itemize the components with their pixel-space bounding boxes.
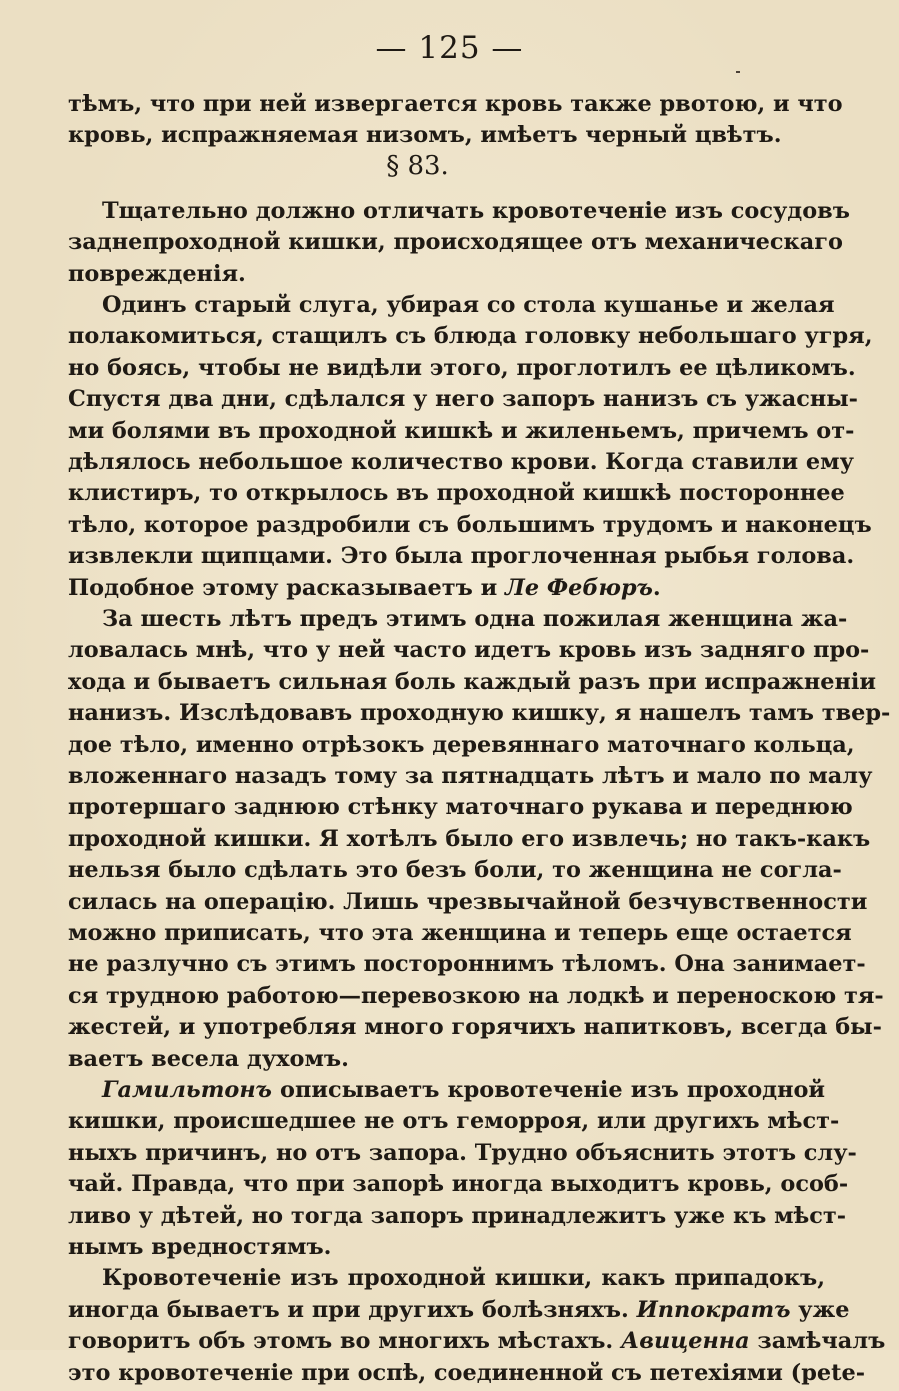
text-span: .	[652, 575, 661, 601]
text-line: нельзя было сдѣлать это безъ боли, то женщина не согла-	[68, 857, 842, 883]
text-span: уже	[790, 1297, 850, 1323]
text-line: но боясь, чтобы не видѣли этого, проглотилъ ее цѣликомъ.	[68, 355, 856, 381]
text-line: ми болями въ проходной кишкѣ и жиленьемъ, причемъ от-	[68, 418, 855, 444]
text-line: дое тѣло, именно отрѣзокъ деревяннаго маточнаго кольца,	[68, 732, 855, 758]
text-line: Спустя два дни, сдѣлался у него запоръ нанизъ съ ужасны-	[68, 386, 858, 412]
text-line: ныхъ причинъ, но отъ запора. Трудно объяснить этотъ слу-	[68, 1140, 857, 1166]
author-name: Авиценна	[621, 1328, 750, 1354]
text-line: поврежденія.	[68, 261, 246, 287]
text-span: говоритъ объ этомъ во многихъ мѣстахъ.	[68, 1328, 621, 1354]
text-line: силась на операцію. Лишь чрезвычайной безчувственности	[68, 889, 868, 915]
text-line: Одинъ старый слуга, убирая со стола кушанье и желая	[102, 292, 835, 318]
text-span: иногда бываетъ и при другихъ болѣзняхъ.	[68, 1297, 637, 1323]
text-line: ловалась мнѣ, что у ней часто идетъ кровь изъ задняго про-	[68, 637, 870, 663]
text-line: заднепроходной кишки, происходящее отъ механическаго	[68, 229, 843, 255]
text-span: Подобное этому расказываетъ и	[68, 575, 506, 601]
author-name: Иппократъ	[636, 1297, 791, 1323]
author-name: Гамильтонъ	[102, 1077, 272, 1103]
author-name: Ле Фебюръ	[505, 575, 653, 601]
text-line: ся трудною работою—перевозкою на лодкѣ и переноскою тя-	[68, 983, 884, 1009]
text-line: тѣмъ, что при ней извергается кровь также рвотою, и что	[68, 91, 843, 117]
text-line: ливо у дѣтей, но тогда запоръ принадлежитъ уже къ мѣст-	[68, 1203, 847, 1229]
text-line: Тщательно должно отличать кровотеченіе изъ сосудовъ	[102, 198, 850, 224]
text-line	[102, 1260, 825, 1296]
text-line: тѣло, которое раздробили съ большимъ трудомъ и наконецъ	[68, 512, 872, 538]
print-mark	[736, 71, 740, 73]
text-line: За шесть лѣтъ предъ этимъ одна пожилая женщина жа-	[102, 606, 848, 632]
text-span: описываетъ кровотеченіе изъ проходной	[271, 1077, 825, 1103]
text-line: проходной кишки. Я хотѣлъ было его извлечь; но такъ-какъ	[68, 826, 871, 852]
text-line	[68, 1323, 886, 1359]
section-heading: § 83.	[386, 151, 449, 181]
text-line: кишки, происшедшее не отъ геморроя, или другихъ мѣст-	[68, 1108, 840, 1134]
text-line: кровь, испражняемая низомъ, имѣетъ черный цвѣтъ.	[68, 122, 782, 148]
text-line: можно приписать, что эта женщина и теперь еще остается	[68, 920, 852, 946]
text-line: жестей, и употребляя много горячихъ напитковъ, всегда бы-	[68, 1014, 882, 1040]
text-span: замѣчалъ	[749, 1328, 886, 1354]
text-line: полакомиться, стащилъ съ блюда головку небольшаго угря,	[68, 323, 873, 349]
text-line: извлекли щипцами. Это была проглоченная рыбья голова.	[68, 543, 855, 569]
page-number: — 125 —	[375, 30, 524, 66]
text-span: Кровотеченіе изъ проходной кишки, какъ припадокъ,	[102, 1265, 825, 1291]
text-line: вложеннаго назадъ тому за пятнадцать лѣтъ и мало по малу	[68, 763, 873, 789]
text-line: не разлучно съ этимъ постороннимъ тѣломъ. Она занимает-	[68, 951, 866, 977]
text-line: чай. Правда, что при запорѣ иногда выходитъ кровь, особ-	[68, 1171, 849, 1197]
text-line: нымъ вредностямъ.	[68, 1234, 332, 1260]
text-line: нанизъ. Изслѣдовавъ проходную кишку, я нашелъ тамъ твер-	[68, 700, 891, 726]
text-span: это кровотеченіе при оспѣ, соединенной съ петехіями (pete-	[68, 1360, 865, 1386]
text-line: клистиръ, то открылось въ проходной кишкѣ постороннее	[68, 480, 845, 506]
text-line: дѣлялось небольшое количество крови. Когда ставили ему	[68, 449, 854, 475]
text-line: хода и бываетъ сильная боль каждый разъ при испражненіи	[68, 669, 877, 695]
text-line	[68, 1355, 865, 1391]
text-line: ваетъ весела духомъ.	[68, 1046, 349, 1072]
text-line: протершаго заднюю стѣнку маточнаго рукава и переднюю	[68, 794, 853, 820]
